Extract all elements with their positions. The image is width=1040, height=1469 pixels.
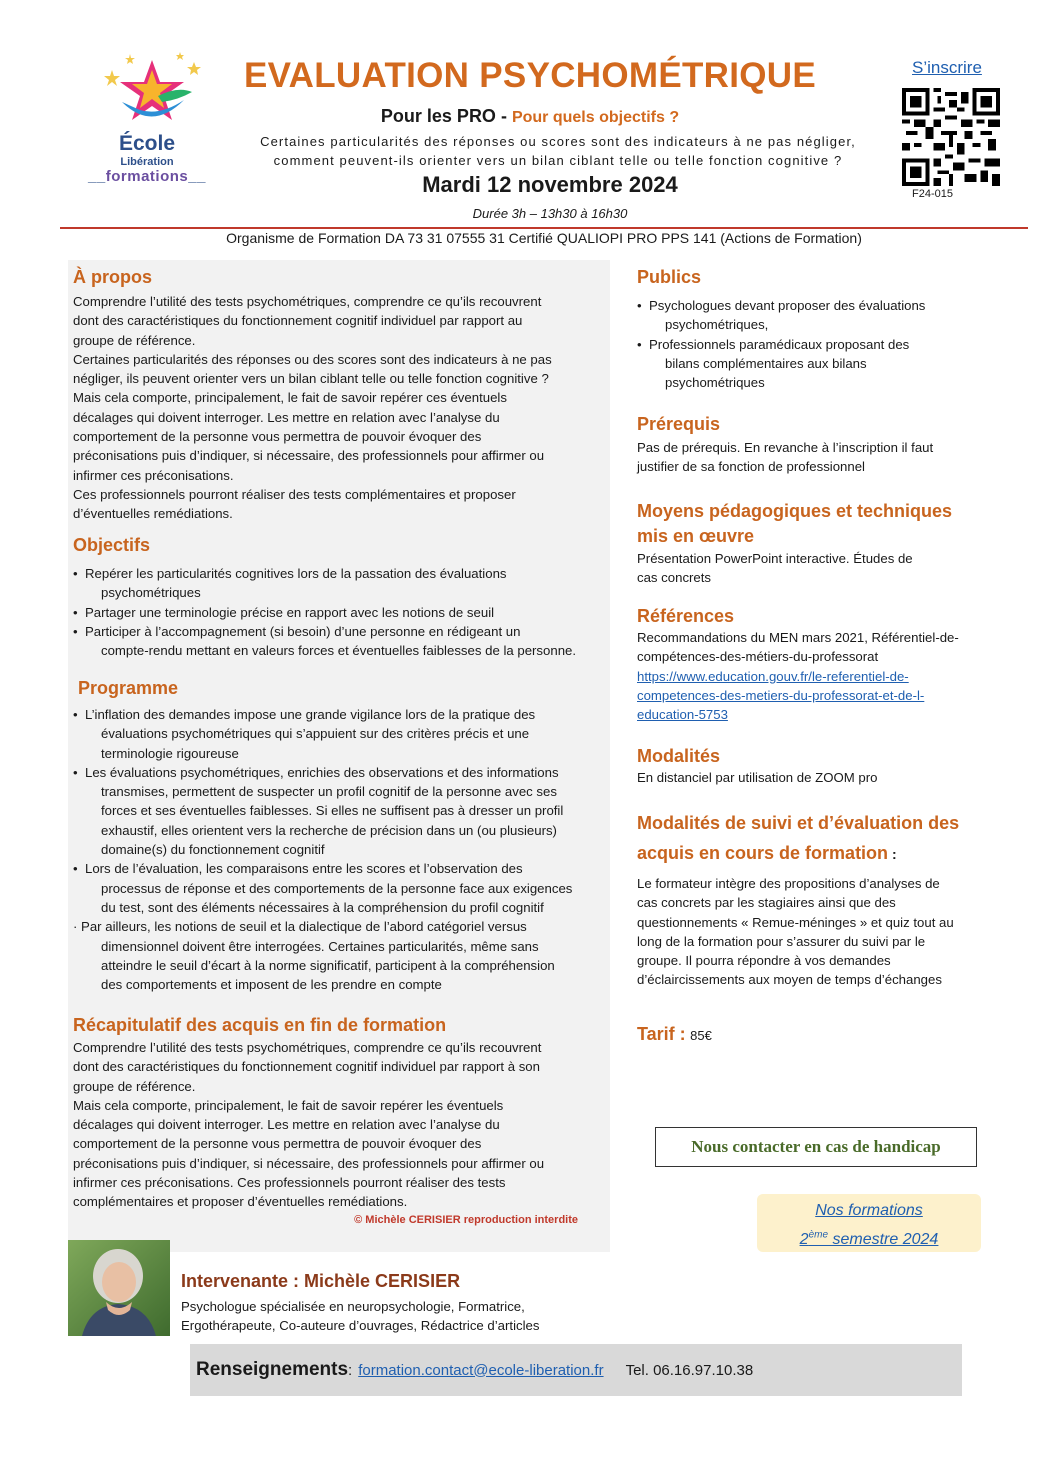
objectifs-list bbox=[73, 564, 609, 660]
renseignements-bar bbox=[190, 1344, 962, 1396]
intervenante-description: Psychologue spécialisée en neuropsychologie, Formatrice, Ergothérapeute, Co-auteure d’ouvrages, Rédactrice d’articles bbox=[181, 1299, 540, 1334]
programme-title: Programme bbox=[78, 678, 179, 698]
logo-ecole: École bbox=[118, 132, 176, 155]
list-item: • Repérer les particularités cognitives lors de la passation des évaluations psychométriques bbox=[73, 564, 609, 603]
apropos-section bbox=[73, 267, 609, 524]
list-item: • Partager une terminologie précise en rapport avec les notions de seuil bbox=[73, 603, 609, 622]
contact-handicap-button[interactable]: Nous contacter en cas de handicap bbox=[655, 1127, 977, 1167]
list-item: • Lors de l’évaluation, les comparaisons entre les scores et l’observation des processus de réponse et des comportements de la personne face aux exigences du test, sont des éléments nécessaires à la compréhension du profil cognitif bbox=[73, 859, 609, 917]
renseignements-label: Renseignements bbox=[196, 1359, 349, 1380]
qr-code-label: F24-015 bbox=[912, 188, 953, 200]
header-divider bbox=[60, 227, 1028, 229]
pour-quels-objectifs: Pour quels objectifs ? bbox=[511, 109, 680, 126]
programme-list bbox=[73, 705, 609, 917]
list-item: • Professionnels paramédicaux proposant des bilans complémentaires aux bilans psychométriques bbox=[637, 335, 1007, 393]
programme-last-item: · Par ailleurs, les notions de seuil et la dialectique de l’abord catégoriel versus dimensionnel doivent être interrogées. Certaines particularités, même sans atteindre le seuil d’écart à la norme significatif, participent à la compréhension des comportements et imposent de les prendre en compte bbox=[73, 919, 555, 993]
objectifs-title: Objectifs bbox=[73, 535, 151, 555]
references-section bbox=[637, 606, 1007, 724]
tarif-label: Tarif : bbox=[637, 1024, 686, 1044]
prerequis-text: Pas de prérequis. En revanche à l’inscription il faut justifier de sa fonction de professionnel bbox=[637, 440, 934, 475]
intro-question: Certaines particularités des réponses ou scores sont des indicateurs à ne pas négliger, comment peuvent-ils orienter vers un bilan ciblant telle ou telle fonction cognitive ? bbox=[260, 134, 856, 168]
suivi-text: Le formateur intègre des propositions d’analyses de cas concrets par les stagiaires ainsi que des questionnements « Remue-méninges » et quiz tout au long de la formation pour s’assurer du suivi par le groupe. Il pourra répondre à vos demandes d’éclaircissements aux moyen de temps d’échanges bbox=[637, 876, 954, 988]
publics-section bbox=[637, 267, 1007, 392]
moyens-text: Présentation PowerPoint interactive. Études de cas concrets bbox=[637, 551, 913, 586]
references-text: Recommandations du MEN mars 2021, Référentiel-de- compétences-des-métiers-du-professorat bbox=[637, 630, 959, 665]
pour-les-pro: Pour les PRO - bbox=[380, 106, 507, 126]
suivi-section bbox=[637, 808, 1007, 990]
moyens-title: Moyens pédagogiques et techniques mis en œuvre bbox=[637, 501, 953, 546]
list-item: • Participer à l’accompagnement (si besoin) d’une personne en rédigeant un compte-rendu mettant en valeurs forces et éventuelles faiblesses de la personne. bbox=[73, 622, 609, 661]
modalites-title: Modalités bbox=[637, 746, 721, 766]
suivi-title: Modalités de suivi et d’évaluation des acquis en cours de formation : bbox=[637, 813, 960, 863]
list-item: • L’inflation des demandes impose une grande vigilance lors de la pratique des évaluations psychométriques qui s’appuient sur des critères précis et une terminologie rigoureuse bbox=[73, 705, 609, 763]
intervenante-title: Intervenante : Michèle CERISIER bbox=[181, 1271, 461, 1291]
objectifs-section bbox=[73, 535, 609, 660]
prerequis-title: Prérequis bbox=[637, 414, 721, 434]
logo-liberation: Libération bbox=[120, 156, 174, 168]
apropos-text: Comprendre l’utilité des tests psychométriques, comprendre ce qu’ils recouvrent dont des caractéristiques du fonctionnement cognitif individuel par rapport au groupe de référence. Certaines particularités des réponses ou des scores sont des indicateurs à ne pas négliger, ils peuvent orienter vers un bilan ciblant telle ou telle fonction cognitive ? Mais cela comporte, principalement, le fait de savoir repérer ces éventuels décalages qui doivent interroger. Les mettre en relation avec l’analyse du comportement de la personne vous permettra de pouvoir évoquer des préconisations puis d’indiquer, si nécessaire, des professionnels pour affirmer ou infirmer ces préconisations. Ces professionnels pourront réaliser des tests complémentaires et proposer d’éventuelles remédiations. bbox=[73, 294, 552, 522]
logo-formations: __formations__ bbox=[88, 168, 206, 185]
session-date: Mardi 12 novembre 2024 bbox=[422, 172, 678, 197]
list-item: • Les évaluations psychométriques, enrichies des observations et des informations transmises, permettent de suspecter un profil cognitif de la personne avec ses forces et ses éventuelles faiblesses. Si elles ne suffisent pas à dresser un profil exhaustif, elles orientent vers la recherche de précision dans un (ou plusieurs) domaine(s) du fonctionnement cognitif bbox=[73, 763, 609, 859]
references-link[interactable]: https://www.education.gouv.fr/le-referentiel-de- competences-des-metiers-du-professorat-et-de-l- education-5753 bbox=[637, 668, 925, 723]
nos-formations-button[interactable]: Nos formations 2ème semestre 2024 bbox=[757, 1194, 981, 1252]
page-title: EVALUATION PSYCHOMÉTRIQUE bbox=[243, 56, 817, 95]
prerequis-section bbox=[637, 414, 1007, 477]
programme-section bbox=[78, 678, 608, 699]
qr-code-icon[interactable] bbox=[902, 88, 1000, 186]
moyens-section bbox=[637, 499, 1007, 588]
renseignements-colon: : bbox=[348, 1361, 353, 1379]
logo-stars-icon bbox=[100, 52, 204, 128]
tarif-value: 85€ bbox=[690, 1028, 712, 1043]
subtitle-line bbox=[240, 106, 820, 127]
recap-section bbox=[73, 1015, 609, 1226]
recap-title: Récapitulatif des acquis en fin de formation bbox=[73, 1015, 447, 1035]
ecole-liberation-logo bbox=[88, 52, 212, 192]
contact-phone: Tel. 06.16.97.10.38 bbox=[625, 1361, 754, 1379]
publics-list bbox=[637, 296, 1007, 392]
session-duration: Durée 3h – 13h30 à 16h30 bbox=[472, 206, 628, 221]
modalites-text: En distanciel par utilisation de ZOOM pro bbox=[637, 770, 878, 785]
copyright-note: © Michèle CERISIER reproduction interdite bbox=[354, 1213, 578, 1226]
intervenante-photo bbox=[68, 1240, 170, 1336]
publics-title: Publics bbox=[637, 267, 702, 287]
apropos-title: À propos bbox=[73, 267, 152, 287]
references-title: Références bbox=[637, 606, 735, 626]
organisme-line: Organisme de Formation DA 73 31 07555 31 Certifié QUALIOPI PRO PPS 141 (Actions de Formation) bbox=[226, 230, 862, 246]
recap-text: Comprendre l’utilité des tests psychométriques, comprendre ce qu’ils recouvrent dont des caractéristiques du fonctionnement cognitif individuel par rapport à son groupe de référence. Mais cela comporte, principalement, le fait de savoir repérer les éventuels décalages qui doivent interroger. Les mettre en relation avec l’analyse du comportement de la personne vous permettra de pouvoir évoquer des préconisations puis d’indiquer, si nécessaire, des professionnels pour affirmer ou infirmer ces préconisations. Ces professionnels pourront réaliser des tests complémentaires et proposer d’éventuelles remédiations. bbox=[73, 1040, 545, 1210]
list-item: • Psychologues devant proposer des évaluations psychométriques, bbox=[637, 296, 1007, 335]
tarif-line bbox=[637, 1024, 712, 1045]
modalites-section bbox=[637, 746, 1007, 787]
programme-list-wrap bbox=[73, 705, 609, 994]
sinscrire-link[interactable]: S’inscrire bbox=[912, 58, 982, 77]
contact-email-link[interactable]: formation.contact@ecole-liberation.fr bbox=[358, 1361, 604, 1379]
